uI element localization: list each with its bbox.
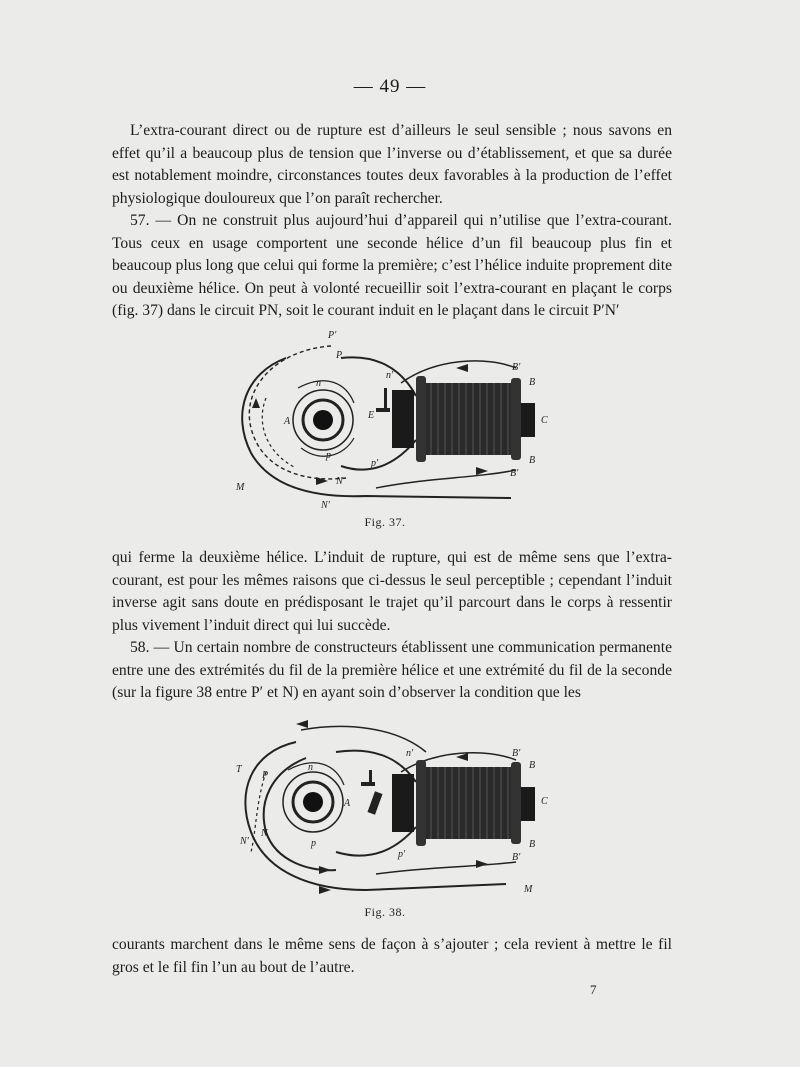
label-n-prime-lower: N′ bbox=[240, 836, 249, 847]
label-b-prime-top: B′ bbox=[512, 362, 521, 373]
label-m: M bbox=[524, 884, 533, 895]
label-b-prime-top: B′ bbox=[512, 748, 521, 759]
label-b-prime-bottom: B′ bbox=[510, 468, 519, 479]
page-number: — 49 — bbox=[353, 76, 427, 97]
label-p-prime-lower: p′ bbox=[371, 458, 379, 469]
label-n-prime: n′ bbox=[386, 370, 394, 381]
paragraph-courants: courants marchent dans le même sens de façon à s’ajouter ; cela revient à mettre le fil gros et le fil fin l’un au bout de l’autre. bbox=[112, 936, 672, 976]
label-p: P bbox=[336, 350, 343, 361]
label-p-prime: P′ bbox=[328, 330, 337, 341]
label-a: A bbox=[344, 798, 351, 809]
label-m: M bbox=[236, 482, 245, 493]
text-block-top bbox=[112, 120, 672, 323]
label-t: T bbox=[236, 764, 242, 775]
label-e: E bbox=[368, 410, 375, 421]
figure-37-caption: Fig. 37. bbox=[364, 515, 406, 529]
label-n: n bbox=[308, 762, 313, 773]
signature-mark: 7 bbox=[590, 982, 597, 997]
figure-38-diagram bbox=[226, 712, 556, 900]
label-c: C bbox=[541, 796, 548, 807]
label-p-lower: p bbox=[311, 838, 316, 849]
text-block-middle bbox=[112, 547, 672, 705]
figure-38-caption: Fig. 38. bbox=[364, 905, 406, 919]
label-n-lower: N bbox=[336, 476, 343, 487]
label-n-prime-lower: N′ bbox=[321, 500, 330, 510]
figure-37-diagram bbox=[226, 328, 556, 510]
text-block-bottom bbox=[112, 934, 672, 979]
label-a: A bbox=[284, 416, 291, 427]
label-b-top: B bbox=[529, 760, 536, 771]
label-b-top: B bbox=[529, 377, 536, 388]
label-c: C bbox=[541, 415, 548, 426]
paragraph-58: 58. — Un certain nombre de constructeurs établissent une communication permanente entre une des extrémités du fil de la première hélice et une extrémité du fil de la seconde (sur la figure 38 entre P′ et N) en ayant soin d’observer la condition que les bbox=[112, 639, 672, 701]
label-b-bottom: B bbox=[529, 455, 536, 466]
label-b-prime-bottom: B′ bbox=[512, 852, 521, 863]
paragraph-57: 57. — On ne construit plus aujourd’hui d’appareil qui n’utilise que l’extra-courant. Tous ceux en usage comportent une seconde hélice d’un fil beaucoup plus fin et beaucoup plus long que celui qui forme la première; c’est l’hélice induite proprement dite ou deuxième hélice. On peut à volonté recueillir soit l’extra-courant en plaçant le corps (fig. 37) dans le circuit PN, soit le courant induit en le plaçant dans le circuit P′N′ bbox=[112, 212, 672, 319]
label-p-prime-lower: p′ bbox=[398, 849, 406, 860]
paragraph-extra-courant: L’extra-courant direct ou de rupture est d’ailleurs le seul sensible ; nous savons en effet qu’il a beaucoup plus de tension que l’inverse ou d’établissement, et que sa durée est notablement moindre, circonstances toutes deux favorables à la production de l’effet physiologique douloureux que l’on paraît rechercher. bbox=[112, 122, 672, 207]
label-p: P bbox=[262, 770, 269, 781]
label-b-bottom: B bbox=[529, 839, 536, 850]
label-p-lower: p bbox=[326, 450, 331, 461]
label-n-lower: N bbox=[261, 828, 268, 839]
label-n-prime: n′ bbox=[406, 748, 414, 759]
label-n: n bbox=[316, 378, 321, 389]
paragraph-induit: qui ferme la deuxième hélice. L’induit de rupture, qui est de même sens que l’extra-courant, est pour les mêmes raisons que ci-dessus le seul perceptible ; cependant l’induit inverse agit sans doute en prédisposant le trajet qu’il parcourt dans le corps à ressentir plus vivement l’induit direct qui lui succède. bbox=[112, 549, 672, 634]
